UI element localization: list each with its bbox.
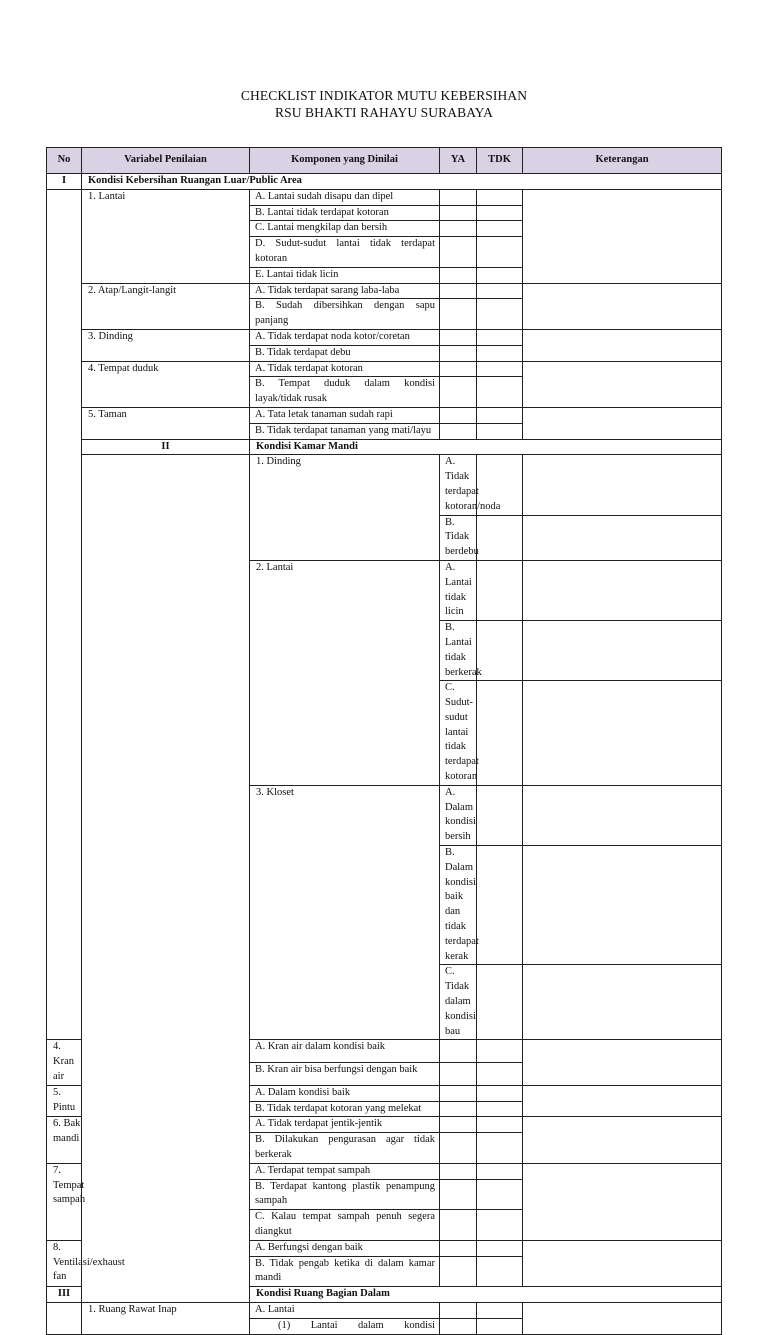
ya-cell[interactable] (440, 1256, 477, 1287)
ya-cell[interactable] (440, 267, 477, 283)
ya-cell[interactable] (477, 681, 523, 786)
header-no: No (47, 148, 82, 174)
tdk-cell[interactable] (477, 1063, 523, 1086)
component-cell: B. Terdapat kantong plastik penampung sampah (250, 1179, 440, 1210)
variable-cell: 4. Tempat duduk (82, 361, 250, 407)
component-cell: A. Tidak terdapat jentik-jentik (250, 1117, 440, 1133)
ya-cell[interactable] (440, 407, 477, 423)
tdk-cell[interactable] (523, 621, 722, 681)
section-title: Kondisi Ruang Bagian Dalam (250, 1287, 722, 1303)
keterangan-cell[interactable] (523, 1302, 722, 1334)
variable-cell: 1. Ruang Rawat Inap (82, 1302, 250, 1334)
component-cell: B. Tidak terdapat tanaman yang mati/layu (250, 423, 440, 439)
component-cell: A. Tidak terdapat kotoran (250, 361, 440, 377)
tdk-cell[interactable] (477, 361, 523, 377)
tdk-cell[interactable] (477, 221, 523, 237)
ya-cell[interactable] (440, 1163, 477, 1179)
component-cell: C. Tidak dalam kondisi bau (440, 965, 477, 1040)
tdk-cell[interactable] (477, 1101, 523, 1117)
document-title: CHECKLIST INDIKATOR MUTU KEBERSIHAN (240, 88, 528, 103)
variable-cell: 2. Atap/Langit-langit (82, 283, 250, 329)
keterangan-cell[interactable] (523, 189, 722, 283)
tdk-cell[interactable] (477, 189, 523, 205)
component-cell: A. Tidak terdapat kotoran/noda (440, 455, 477, 515)
component-cell: A. Dalam kondisi bersih (440, 785, 477, 845)
variable-cell: 7. Tempat sampah (47, 1163, 82, 1240)
section-number: II (82, 439, 250, 455)
table-row (47, 455, 722, 515)
table-header-row (47, 148, 722, 174)
ya-cell[interactable] (440, 1117, 477, 1133)
ya-cell[interactable] (440, 329, 477, 345)
tdk-cell[interactable] (477, 283, 523, 299)
table-row (47, 361, 722, 377)
tdk-cell[interactable] (477, 267, 523, 283)
tdk-cell[interactable] (477, 299, 523, 330)
component-cell: A. Tidak terdapat noda kotor/coretan (250, 329, 440, 345)
component-cell: B. Tempat duduk dalam kondisi layak/tidak rusak (250, 377, 440, 408)
checklist-table (46, 147, 722, 1335)
tdk-cell[interactable] (477, 1085, 523, 1101)
table-row (47, 329, 722, 345)
ya-cell[interactable] (477, 965, 523, 1040)
header-komponen: Komponen yang Dinilai (250, 148, 440, 174)
ya-cell[interactable] (440, 361, 477, 377)
no-cell-empty (47, 1302, 82, 1334)
tdk-cell[interactable] (477, 1179, 523, 1210)
ya-cell[interactable] (440, 1133, 477, 1164)
header-variabel: Variabel Penilaian (82, 148, 250, 174)
ya-cell[interactable] (440, 1179, 477, 1210)
tdk-cell[interactable] (523, 455, 722, 515)
component-cell: B. Kran air bisa berfungsi dengan baik (250, 1063, 440, 1086)
ya-cell[interactable] (440, 283, 477, 299)
keterangan-cell[interactable] (523, 1085, 722, 1117)
component-cell: A. Terdapat tempat sampah (250, 1163, 440, 1179)
tdk-cell[interactable] (523, 515, 722, 560)
ya-cell[interactable] (440, 205, 477, 221)
component-cell: C. Lantai mengkilap dan bersih (250, 221, 440, 237)
component-cell: C. Kalau tempat sampah penuh segera diangkut (250, 1210, 440, 1241)
ya-cell[interactable] (440, 1085, 477, 1101)
ya-cell[interactable] (440, 1318, 477, 1334)
variable-cell: 5. Pintu (47, 1085, 82, 1117)
table-row (47, 189, 722, 205)
section-number: III (47, 1287, 82, 1303)
component-cell: (1) Lantai dalam kondisi (250, 1318, 440, 1334)
ya-cell[interactable] (440, 377, 477, 408)
variable-cell: 5. Taman (82, 407, 250, 439)
component-cell: B. Dalam kondisi baik dan tidak terdapat kerak (440, 846, 477, 965)
tdk-cell[interactable] (477, 1302, 523, 1318)
ya-cell[interactable] (440, 423, 477, 439)
tdk-cell[interactable] (477, 1210, 523, 1241)
tdk-cell[interactable] (477, 377, 523, 408)
component-cell: A. Tata letak tanaman sudah rapi (250, 407, 440, 423)
component-cell: C. Sudut-sudut lantai tidak terdapat kotoran (440, 681, 477, 786)
component-cell: B. Dilakukan pengurasan agar tidak berkerak (250, 1133, 440, 1164)
component-cell: B. Lantai tidak berkerak (440, 621, 477, 681)
ya-cell[interactable] (440, 1101, 477, 1117)
component-cell: A. Lantai (250, 1302, 440, 1318)
tdk-cell[interactable] (523, 560, 722, 620)
variable-cell: 1. Lantai (82, 189, 250, 283)
keterangan-cell[interactable] (523, 407, 722, 439)
keterangan-cell[interactable] (523, 329, 722, 361)
table-row (47, 407, 722, 423)
component-cell: A. Berfungsi dengan baik (250, 1240, 440, 1256)
ya-cell[interactable] (477, 515, 523, 560)
section-row (47, 439, 722, 455)
section-row (47, 174, 722, 190)
tdk-cell[interactable] (523, 965, 722, 1040)
ya-cell[interactable] (477, 621, 523, 681)
keterangan-cell[interactable] (523, 1117, 722, 1163)
keterangan-cell[interactable] (523, 283, 722, 329)
tdk-cell[interactable] (477, 205, 523, 221)
tdk-cell[interactable] (477, 1040, 523, 1063)
ya-cell[interactable] (477, 846, 523, 965)
tdk-cell[interactable] (477, 1133, 523, 1164)
keterangan-cell[interactable] (523, 1163, 722, 1240)
tdk-cell[interactable] (477, 1163, 523, 1179)
ya-cell[interactable] (440, 189, 477, 205)
variable-cell: 6. Bak mandi (47, 1117, 82, 1163)
component-cell: B. Tidak terdapat kotoran yang melekat (250, 1101, 440, 1117)
tdk-cell[interactable] (523, 785, 722, 845)
tdk-cell[interactable] (477, 1117, 523, 1133)
component-cell: A. Lantai sudah disapu dan dipel (250, 189, 440, 205)
section-title: Kondisi Kamar Mandi (250, 439, 722, 455)
ya-cell[interactable] (477, 785, 523, 845)
tdk-cell[interactable] (477, 237, 523, 268)
variable-cell: 3. Dinding (82, 329, 250, 361)
tdk-cell[interactable] (477, 345, 523, 361)
ya-cell[interactable] (440, 221, 477, 237)
variable-cell: 4. Kran air (47, 1040, 82, 1085)
component-cell: B. Tidak terdapat debu (250, 345, 440, 361)
ya-cell[interactable] (440, 345, 477, 361)
tdk-cell[interactable] (477, 407, 523, 423)
tdk-cell[interactable] (477, 423, 523, 439)
document-subtitle: RSU BHAKTI RAHAYU SURABAYA (274, 105, 494, 120)
no-cell-empty (47, 189, 82, 1040)
component-cell: B. Lantai tidak terdapat kotoran (250, 205, 440, 221)
ya-cell[interactable] (440, 1302, 477, 1318)
keterangan-cell[interactable] (523, 1240, 722, 1286)
variable-cell: 3. Kloset (250, 785, 440, 1040)
table-row (47, 1302, 722, 1318)
component-cell: B. Sudah dibersihkan dengan sapu panjang (250, 299, 440, 330)
component-cell: A. Lantai tidak licin (440, 560, 477, 620)
component-cell: D. Sudut-sudut lantai tidak terdapat kotoran (250, 237, 440, 268)
header-tdk: TDK (477, 148, 523, 174)
ya-cell[interactable] (440, 237, 477, 268)
variable-cell: 8. Ventilasi/exhaust fan (47, 1240, 82, 1286)
keterangan-cell[interactable] (523, 1040, 722, 1085)
ya-cell[interactable] (440, 1040, 477, 1063)
ya-cell[interactable] (440, 1240, 477, 1256)
tdk-cell[interactable] (477, 329, 523, 345)
component-cell: B. Tidak berdebu (440, 515, 477, 560)
tdk-cell[interactable] (477, 1256, 523, 1287)
ya-cell[interactable] (440, 1063, 477, 1086)
ya-cell[interactable] (440, 299, 477, 330)
component-cell: E. Lantai tidak licin (250, 267, 440, 283)
keterangan-cell[interactable] (523, 361, 722, 407)
tdk-cell[interactable] (477, 1318, 523, 1334)
component-cell: A. Kran air dalam kondisi baik (250, 1040, 440, 1063)
ya-cell[interactable] (477, 560, 523, 620)
header-keterangan: Keterangan (523, 148, 722, 174)
table-row (47, 283, 722, 299)
variable-cell: 2. Lantai (250, 560, 440, 785)
header-ya: YA (440, 148, 477, 174)
tdk-cell[interactable] (477, 1240, 523, 1256)
tdk-cell[interactable] (523, 681, 722, 786)
section-number: I (47, 174, 82, 190)
component-cell: A. Dalam kondisi baik (250, 1085, 440, 1101)
no-cell-empty (82, 455, 250, 1303)
component-cell: B. Tidak pengab ketika di dalam kamar mandi (250, 1256, 440, 1287)
ya-cell[interactable] (440, 1210, 477, 1241)
variable-cell: 1. Dinding (250, 455, 440, 561)
section-title: Kondisi Kebersihan Ruangan Luar/Public Area (82, 174, 722, 190)
component-cell: A. Tidak terdapat sarang laba-laba (250, 283, 440, 299)
tdk-cell[interactable] (523, 846, 722, 965)
